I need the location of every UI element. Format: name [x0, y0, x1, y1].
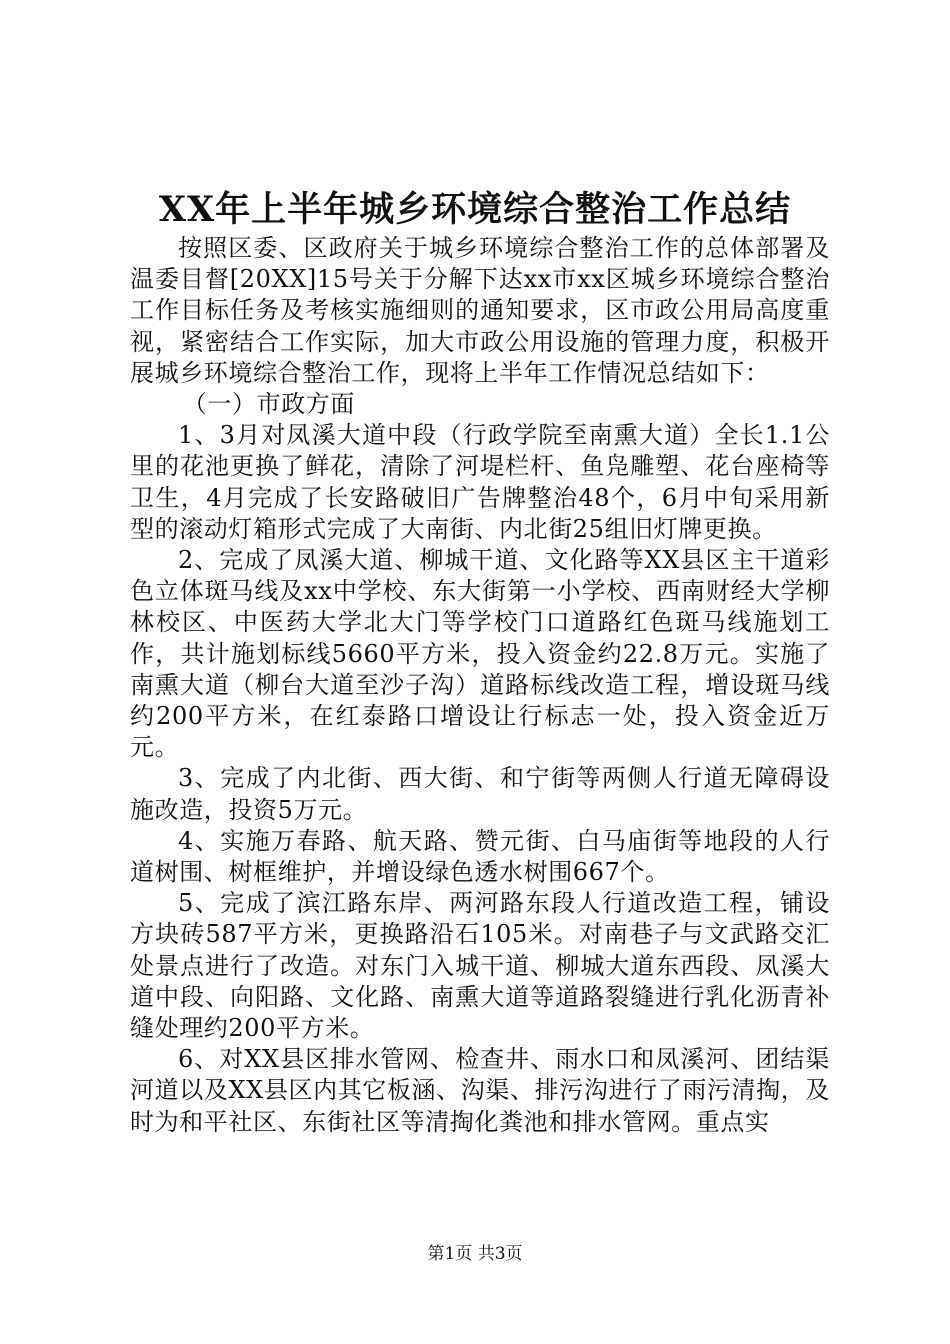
document-title: XX年上半年城乡环境综合整治工作总结	[158, 189, 792, 230]
body-paragraph: 1、3月对凤溪大道中段（行政学院至南熏大道）全长1.1公里的花池更换了鲜花，清除了河堤栏杆、鱼凫雕塑、花台座椅等卫生，4月完成了长安路破旧广告牌整治48个，6月中旬采用新型的滚动灯箱形式完成了大南街、内北街25组旧灯牌更换。	[130, 421, 830, 543]
document-body	[130, 233, 830, 1138]
intro-paragraph: 按照区委、区政府关于城乡环境综合整治工作的总体部署及温委目督[20XX]15号关于分解下达xx市xx区城乡环境综合整治工作目标任务及考核实施细则的通知要求，区市政公用局高度重视，紧密结合工作实际，加大市政公用设施的管理力度，积极开展城乡环境综合整治工作，现将上半年工作情况总结如下：	[130, 234, 830, 387]
body-paragraph: 5、完成了滨江路东岸、两河路东段人行道改造工程，铺设方块砖587平方米，更换路沿石105米。对南巷子与文武路交汇处景点进行了改造。对东门入城干道、柳城大道东西段、凤溪大道中段、向阳路、文化路、南熏大道等道路裂缝进行乳化沥青补缝处理约200平方米。	[130, 889, 830, 1043]
page-footer: 第1页 共3页	[427, 1244, 523, 1264]
section-heading: （一）市政方面	[182, 390, 355, 419]
body-paragraph: 3、完成了内北街、西大街、和宁街等两侧人行道无障碍设施改造，投资5万元。	[130, 764, 830, 824]
body-paragraph: 4、实施万春路、航天路、赞元街、白马庙街等地段的人行道树围、树框维护，并增设绿色透水树围667个。	[130, 826, 830, 887]
body-paragraph: 6、对XX县区排水管网、检查井、雨水口和凤溪河、团结渠河道以及XX县区内其它板涵、沟渠、排污沟进行了雨污清掏，及时为和平社区、东街社区等清掏化粪池和排水管网。重点实	[130, 1045, 830, 1136]
body-paragraph: 2、完成了凤溪大道、柳城干道、文化路等XX县区主干道彩色立体斑马线及xx中学校、东大街第一小学校、西南财经大学柳林校区、中医药大学北大门等学校门口道路红色斑马线施划工作，共计施划标线5660平方米，投入资金约22.8万元。实施了南熏大道（柳台大道至沙子沟）道路标线改造工程，增设斑马线约200平方米，在红泰路口增设让行标志一处，投入资金近万元。	[130, 546, 830, 762]
